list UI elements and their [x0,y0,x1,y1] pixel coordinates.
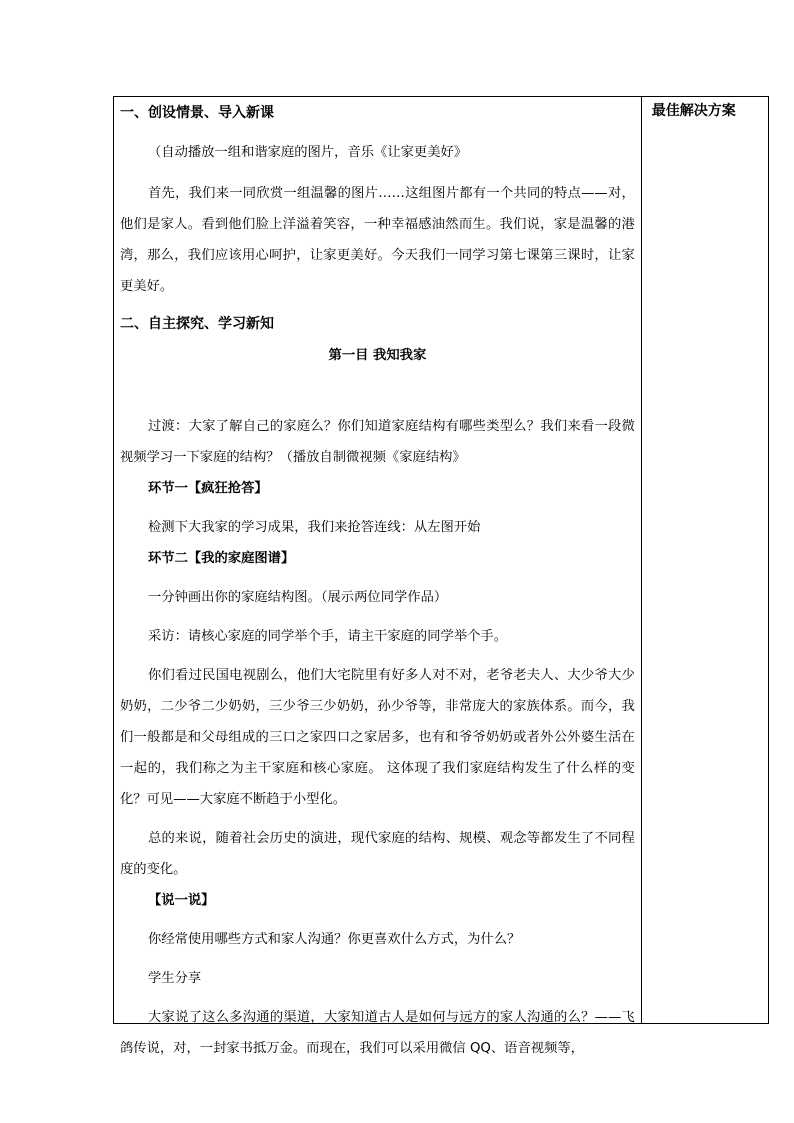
summary-paragraph: 总的来说，随着社会历史的演进，现代家庭的结构、规模、观念等都发生了不同程度的变化。 [120,831,635,877]
side-column-title: 最佳解决方案 [651,103,736,119]
transition-paragraph: 过渡：大家了解自己的家庭么？你们知道家庭结构有哪些类型么？我们来看一段微视频学习一下家庭的结构？（播放自制微视频《家庭结构》 [120,419,635,465]
tv-drama-paragraph: 你们看过民国电视剧么，他们大宅院里有好多人对不对，老爷老夫人、大少爷大少奶奶，二少爷二少奶奶，三少爷三少奶奶，孙少爷等，非常庞大的家族体系。而今，我们一般都是和父母组成的三口之家四口之家居多，也有和爷爷奶奶或者外公外婆生活在一起的，我们称之为主干家庭和核心家庭。 这体现了我们家庭结构发生了什么样的变化？可见——大家庭不断趋于小型化。 [120,668,635,807]
share-text: 学生分享 [148,971,202,986]
subsection-title: 第一目 我知我家 [328,348,427,363]
section-2-title: 二、自主探究、学习新知 [120,316,274,332]
draw-task-text: 一分钟画出你的家庭结构图。（展示两位同学作品） [148,590,448,605]
link-1-heading: 环节一【疯狂抢答】 [148,481,268,496]
talk-heading: 【说一说】 [148,893,215,908]
section-1-title: 一、创设情景、导入新课 [120,105,274,121]
lesson-plan-table [113,96,769,1056]
question-text: 你经常使用哪些方式和家人沟通？你更喜欢什么方式，为什么？ [148,932,521,947]
last-paragraph: 大家说了这么多沟通的渠道，大家知道古人是如何与远方的家人沟通的么？——飞鸽传说，对，一封家书抵万金。而现在，我们可以采用微信 QQ、语音视频等， [120,1010,635,1056]
interview-text: 采访：请核心家庭的同学举个手，请主干家庭的同学举个手。 [148,629,508,644]
intro-media-note: （自动播放一组和谐家庭的图片，音乐《让家更美好》 [148,145,468,160]
link-2-heading: 环节二【我的家庭图谱】 [148,551,295,566]
main-content-cell [114,97,642,1056]
side-column-cell [641,97,768,1024]
intro-paragraph: 首先，我们来一同欣赏一组温馨的图片……这组图片都有一个共同的特点——对，他们是家人。看到他们脸上洋溢着笑容，一种幸福感油然而生。我们说，家是温馨的港湾，那么，我们应该用心呵护，让家更美好。今天我们一同学习第七课第三课时，让家更美好。 [120,186,635,294]
link-1-text: 检测下大我家的学习成果，我们来抢答连线：从左图开始 [148,520,481,535]
